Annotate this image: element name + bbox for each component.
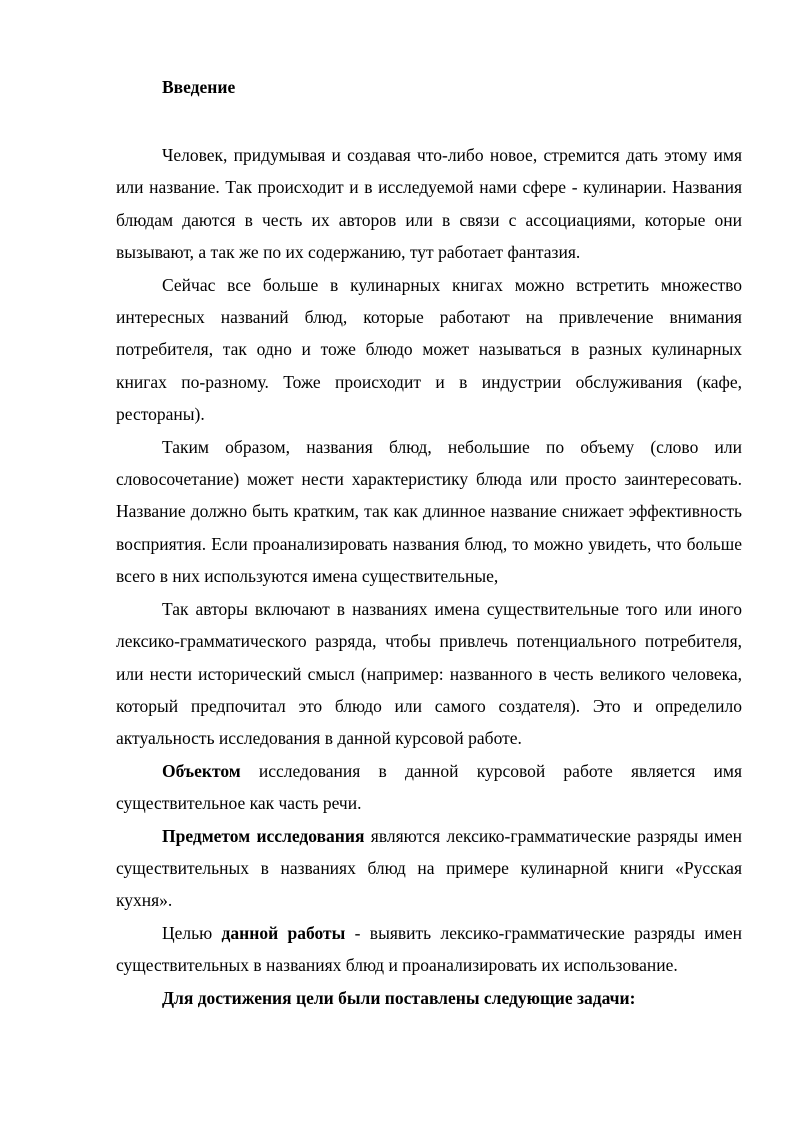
- object-term: Объектом: [162, 760, 241, 781]
- paragraph-dish-names: Таким образом, названия блюд, небольшие по объему (слово или словосочетание) может нести характеристику блюда или просто заинтересовать. Название должно быть кратким, так как длинное название снижает эффективность восприятия. Если проанализировать названия блюд, то можно увидеть, что больше всего в них используются имена существительные,: [116, 436, 742, 587]
- paragraph-culinary-books: Сейчас все больше в кулинарных книгах можно встретить множество интересных названий блюд, которые работают на привлечение внимания потребителя, так одно и тоже блюдо может называться в разных кулинарных книгах по-разному. Тоже происходит и в индустрии обслуживания (кафе, рестораны).: [116, 274, 742, 425]
- tasks-heading: Для достижения цели были поставлены следующие задачи:: [162, 987, 636, 1008]
- spacer: [116, 100, 742, 139]
- subject-text: являются лексико-грамматические разряды имен существительных в названиях блюд на примере кулинарной книги «Русская кухня».: [116, 825, 742, 911]
- document-body: [116, 74, 742, 1014]
- paragraph-goal: [116, 917, 742, 982]
- paragraph-subject: [116, 820, 742, 917]
- section-heading: Введение: [162, 77, 236, 97]
- object-text: исследования в данной курсовой работе является имя существительное как часть речи.: [116, 760, 742, 814]
- goal-text: - выявить лексико-грамматические разряды имен существительных в названиях блюд и проанализировать их использование.: [116, 922, 742, 976]
- subject-term: Предметом исследования: [162, 825, 365, 846]
- paragraph-relevance: Так авторы включают в названиях имена существительные того или иного лексико-грамматического разряда, чтобы привлечь потенциального потребителя, или нести исторический смысл (например: названного в честь великого человека, который предпочитал это блюдо или самого создателя). Это и определило актуальность исследования в данной курсовой работе.: [116, 598, 742, 749]
- paragraph-tasks-heading: [116, 982, 742, 1014]
- goal-term: данной работы: [221, 922, 346, 943]
- paragraph-intro: Человек, придумывая и создавая что-либо новое, стремится дать этому имя или название. Так происходит и в исследуемой нами сфере - кулинарии. Названия блюдам даются в честь их авторов или в связи с ассоциациями, которые они вызывают, а так же по их содержанию, тут работает фантазия.: [116, 145, 742, 263]
- paragraph-object: [116, 755, 742, 820]
- goal-prefix: Целью: [162, 922, 222, 943]
